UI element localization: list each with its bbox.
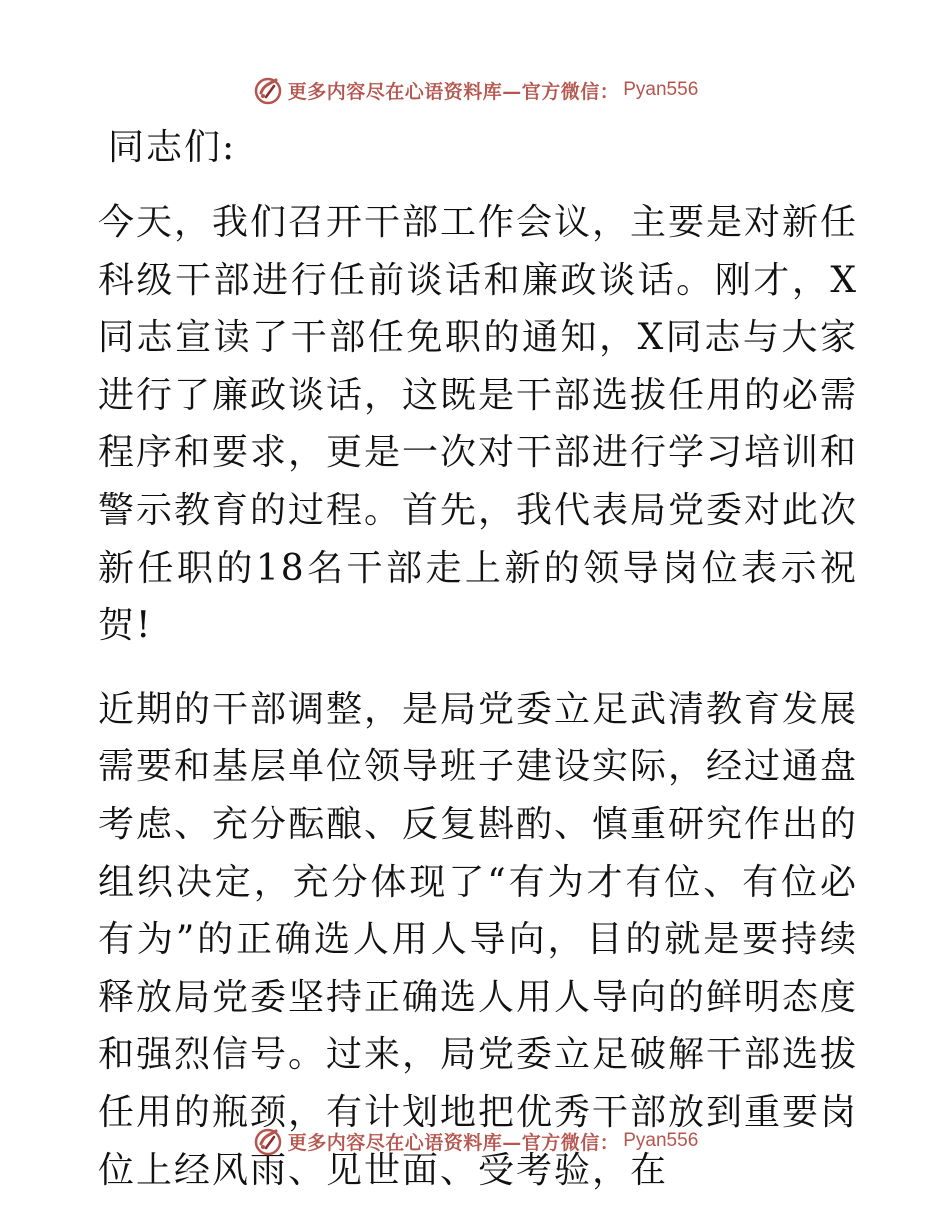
watermark-text: 更多内容尽在心语资料库—官方微信：: [287, 1131, 620, 1154]
header-watermark: [0, 70, 950, 110]
watermark-text: 更多内容尽在心语资料库—官方微信：: [287, 80, 620, 103]
salutation: 同志们:: [108, 127, 237, 168]
logo-icon: [252, 74, 284, 106]
footer-watermark: [0, 1121, 950, 1161]
document-body: [98, 118, 858, 1199]
watermark-account: Pyan556: [623, 1130, 699, 1151]
paragraph-2: 近期的干部调整，是局党委立足武清教育发展需要和基层单位领导班子建设实际，经过通盘考虑、充分酝酿、反复斟酌、慎重研究作出的组织决定，充分体现了“有为才有位、有位必有为”的正确选人用人导向，目的就是要持续释放局党委坚持正确选人用人导向的鲜明态度和强烈信号。过来，局党委立足破解干部选拔任用的瓶颈，有计划地把优秀干部放到重要岗位上经风雨、见世面、受考验，在: [98, 688, 859, 1191]
logo-icon: [252, 1125, 284, 1157]
paragraph-1: 今天，我们召开干部工作会议，主要是对新任科级干部进行任前谈话和廉政谈话。刚才，X同志宣读了干部任免职的通知，X同志与大家进行了廉政谈话，这既是干部选拔任用的必需程序和要求，更是一次对干部进行学习培训和警示教育的过程。首先，我代表局党委对此次新任职的18名干部走上新的领导岗位表示祝贺!: [98, 202, 859, 647]
watermark-account: Pyan556: [623, 79, 699, 100]
